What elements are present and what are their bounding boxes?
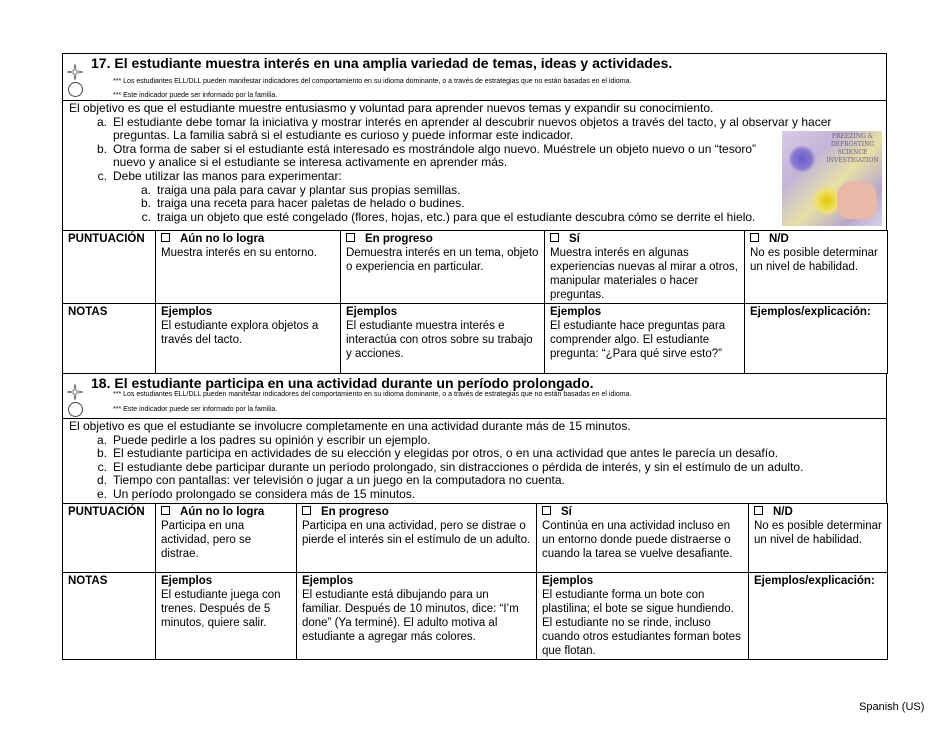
list-item: c. El estudiante debe participar durante un período prolongado, sin distracciones o pérdida de interés, y sin el estímulo de un adulto.: [97, 459, 804, 474]
item17-title: 17. El estudiante muestra interés en una amplia variedad de temas, ideas y actividades.: [91, 55, 673, 71]
level-cell: N/D No es posible determinar un nivel de habilidad.: [749, 504, 888, 573]
notes-label: NOTAS: [63, 304, 156, 374]
list-item: e. Un período prolongado se considera más de 15 minutos.: [96, 486, 416, 501]
list-item: c. Debe utilizar las manos para experimentar:: [97, 168, 342, 183]
example-cell: Ejemplos El estudiante muestra interés e interactúa con otros sobre su trabajo y acciones.: [341, 304, 545, 374]
item18-title: 18. El estudiante participa en una actividad durante un período prolongado.: [91, 375, 594, 391]
table-row: [63, 304, 888, 374]
circle-icon: [68, 402, 83, 417]
freezing-science-photo: [782, 131, 882, 226]
checkbox[interactable]: [754, 506, 763, 515]
list-item: b. Otra forma de saber si el estudiante está interesado es mostrándole algo nuevo. Muéstrele un objeto nuevo o un “tesoro” nuevo y analice si el estudiante se interesa activamente en aprender más.: [96, 141, 757, 170]
checkbox[interactable]: [161, 506, 170, 515]
checkbox[interactable]: [346, 233, 355, 242]
level-cell: N/D No es posible determinar un nivel de habilidad.: [745, 231, 888, 304]
sparkle-icon: [67, 384, 83, 400]
level-cell: Aún no lo logra Participa en una actividad, pero se distrae.: [156, 504, 297, 573]
score-label: PUNTUACIÓN: [63, 231, 156, 304]
footer-language: Spanish (US): [859, 701, 925, 713]
list-item: a. traiga una pala para cavar y plantar sus propias semillas.: [140, 182, 461, 197]
photo-caption: FREEZING & DEFROSTING SCIENCE INVESTIGATION: [826, 133, 879, 164]
level-cell: En progreso Participa en una actividad, pero se distrae o pierde el interés sin el estímulo de un adulto.: [297, 504, 537, 573]
level-cell: Sí Muestra interés en algunas experiencias nuevas al mirar a otros, manipular materiales o hacer preguntas.: [545, 231, 745, 304]
table-row: [63, 573, 888, 660]
item18-objective-text: El objetivo es que el estudiante se involucre completamente en una actividad durante más de 15 minutos.: [69, 419, 631, 433]
example-cell: Ejemplos El estudiante hace preguntas para comprender algo. El estudiante pregunta: “¿Para qué sirve esto?”: [545, 304, 745, 374]
example-cell: Ejemplos El estudiante forma un bote con plastilina; el bote se sigue hundiendo. El estudiante no se rinde, incluso cuando otros estudiantes forman botes que flotan.: [537, 573, 749, 660]
item17-objective: [62, 100, 887, 230]
example-cell: Ejemplos/explicación:: [745, 304, 888, 374]
notes-label: NOTAS: [63, 573, 156, 660]
sparkle-icon: [67, 64, 83, 80]
example-cell: Ejemplos El estudiante juega con trenes. Después de 5 minutos, quiere salir.: [156, 573, 297, 660]
example-cell: Ejemplos El estudiante explora objetos a través del tacto.: [156, 304, 341, 374]
checkbox[interactable]: [542, 506, 551, 515]
table-row: [63, 231, 888, 304]
item18-note-family: *** Este indicador puede ser informado por la familia.: [113, 406, 278, 413]
list-item: b. El estudiante participa en actividades de su elección y elegidas por otros, o en una actividad que antes le parecía un desafío.: [96, 446, 779, 461]
score-label: PUNTUACIÓN: [63, 504, 156, 573]
level-cell: Aún no lo logra Muestra interés en su entorno.: [156, 231, 341, 304]
list-item: a. El estudiante debe tomar la iniciativa y mostrar interés en aprender al descubrir nuevos objetos a través del tacto, y al observar y hacer preguntas. La familia sabrá si el estudiante es curioso y puede informar este indicador.: [96, 114, 832, 143]
list-item: d. Tiempo con pantallas: ver televisión o jugar a un juego en la computadora no cuenta.: [96, 473, 565, 488]
checkbox[interactable]: [550, 233, 559, 242]
item18-header: [62, 374, 887, 418]
checkbox[interactable]: [161, 233, 170, 242]
item17-header: [62, 53, 887, 100]
item18-score-table: [62, 503, 888, 660]
list-item: b. traiga una receta para hacer paletas de helado o budines.: [140, 196, 465, 211]
table-row: [63, 504, 888, 573]
level-cell: Sí Continúa en una actividad incluso en un entorno donde puede distraerse o cuando la tarea se vuelve desafiante.: [537, 504, 749, 573]
item18-objective: [62, 418, 887, 503]
example-cell: Ejemplos El estudiante está dibujando para un familiar. Después de 10 minutos, dice: “I’m done” (Ya terminé). El adulto motiva al estudiante a agregar más colores.: [297, 573, 537, 660]
checkbox[interactable]: [302, 506, 311, 515]
example-cell: Ejemplos/explicación:: [749, 573, 888, 660]
rubric-sheet: [62, 53, 887, 660]
item18-note-ell: *** Los estudiantes ELL/DLL pueden manifestar indicadores del comportamiento en su idioma dominante, o a través de estrategias que no están basadas en el idioma.: [113, 391, 632, 398]
item17-score-table: [62, 230, 888, 374]
checkbox[interactable]: [750, 233, 759, 242]
list-item: a. Puede pedirle a los padres su opinión y escribir un ejemplo.: [96, 432, 431, 447]
circle-icon: [68, 82, 83, 97]
item17-objective-text: El objetivo es que el estudiante muestre entusiasmo y voluntad para aprender nuevos temas y expandir su conocimiento.: [69, 101, 714, 115]
item17-note-ell: *** Los estudiantes ELL/DLL pueden manifestar indicadores del comportamiento en su idioma dominante, o a través de estrategias que no están basadas en el idioma.: [113, 78, 632, 85]
list-item: c. traiga un objeto que esté congelado (flores, hojas, etc.) para que el estudiante descubra cómo se derrite el hielo.: [141, 209, 756, 224]
level-cell: En progreso Demuestra interés en un tema, objeto o experiencia en particular.: [341, 231, 545, 304]
item17-note-family: *** Este indicador puede ser informado por la familia.: [113, 92, 278, 99]
